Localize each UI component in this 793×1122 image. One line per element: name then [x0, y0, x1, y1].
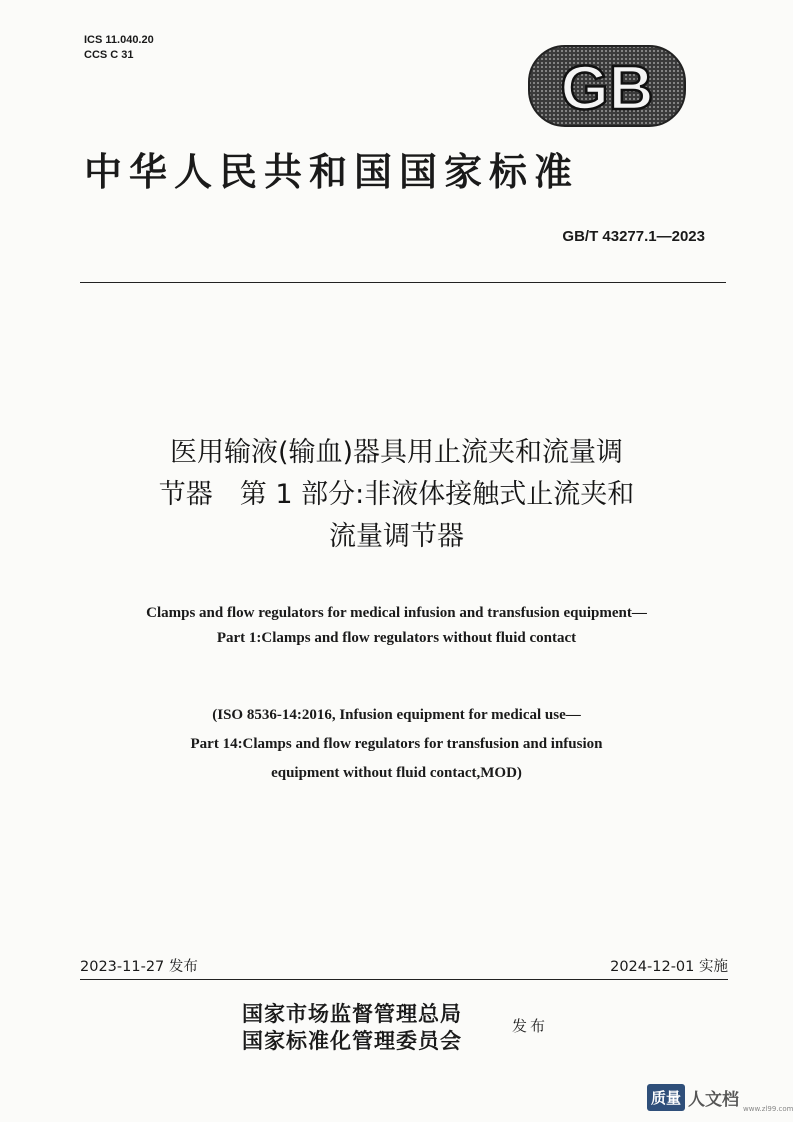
- iso-reference-line-1: (ISO 8536-14:2016, Infusion equipment for medical use—: [212, 707, 581, 723]
- issuer-samr: 国家市场监督管理总局: [242, 1001, 462, 1026]
- watermark-url: www.zl99.com: [743, 1105, 793, 1113]
- standard-number: GB/T 43277.1—2023: [562, 228, 705, 245]
- watermark-badge: 质量: [647, 1084, 685, 1111]
- watermark: [647, 1082, 793, 1113]
- chinese-title-line-1: 医用输液(输血)器具用止流夹和流量调: [169, 437, 624, 468]
- iso-reference-line-2: Part 14:Clamps and flow regulators for transfusion and infusion: [190, 736, 603, 752]
- issuing-organizations: [242, 1000, 462, 1054]
- chinese-title: [60, 432, 733, 558]
- chinese-title-line-2: 节器 第 1 部分:非液体接触式止流夹和: [158, 479, 635, 510]
- english-title-line-1: Clamps and flow regulators for medical infusion and transfusion equipment—: [146, 605, 647, 621]
- top-divider: [80, 282, 726, 283]
- iso-reference: [50, 701, 743, 788]
- iso-reference-line-3: equipment without fluid contact,MOD): [271, 765, 522, 781]
- chinese-title-line-3: 流量调节器: [329, 521, 464, 552]
- watermark-text: 人文档: [688, 1089, 740, 1110]
- ccs-code: CCS C 31: [84, 49, 134, 61]
- ics-code: ICS 11.040.20: [84, 34, 154, 46]
- gb-logo: [528, 45, 686, 127]
- gb-logo-text: GB: [560, 54, 654, 123]
- english-title-line-2: Part 1:Clamps and flow regulators without fluid contact: [216, 630, 577, 646]
- effective-date: 2024-12-01 实施: [610, 959, 728, 975]
- gb-logo-graphic: [528, 45, 686, 127]
- issue-label: 发布: [512, 1017, 549, 1035]
- bottom-divider: [80, 979, 728, 980]
- classification-codes: [84, 33, 154, 63]
- english-title: [50, 601, 743, 651]
- publish-date: 2023-11-27 发布: [80, 959, 198, 975]
- issuer-sac: 国家标准化管理委员会: [242, 1028, 462, 1053]
- national-standard-title: 中华人民共和国国家标准: [84, 149, 580, 194]
